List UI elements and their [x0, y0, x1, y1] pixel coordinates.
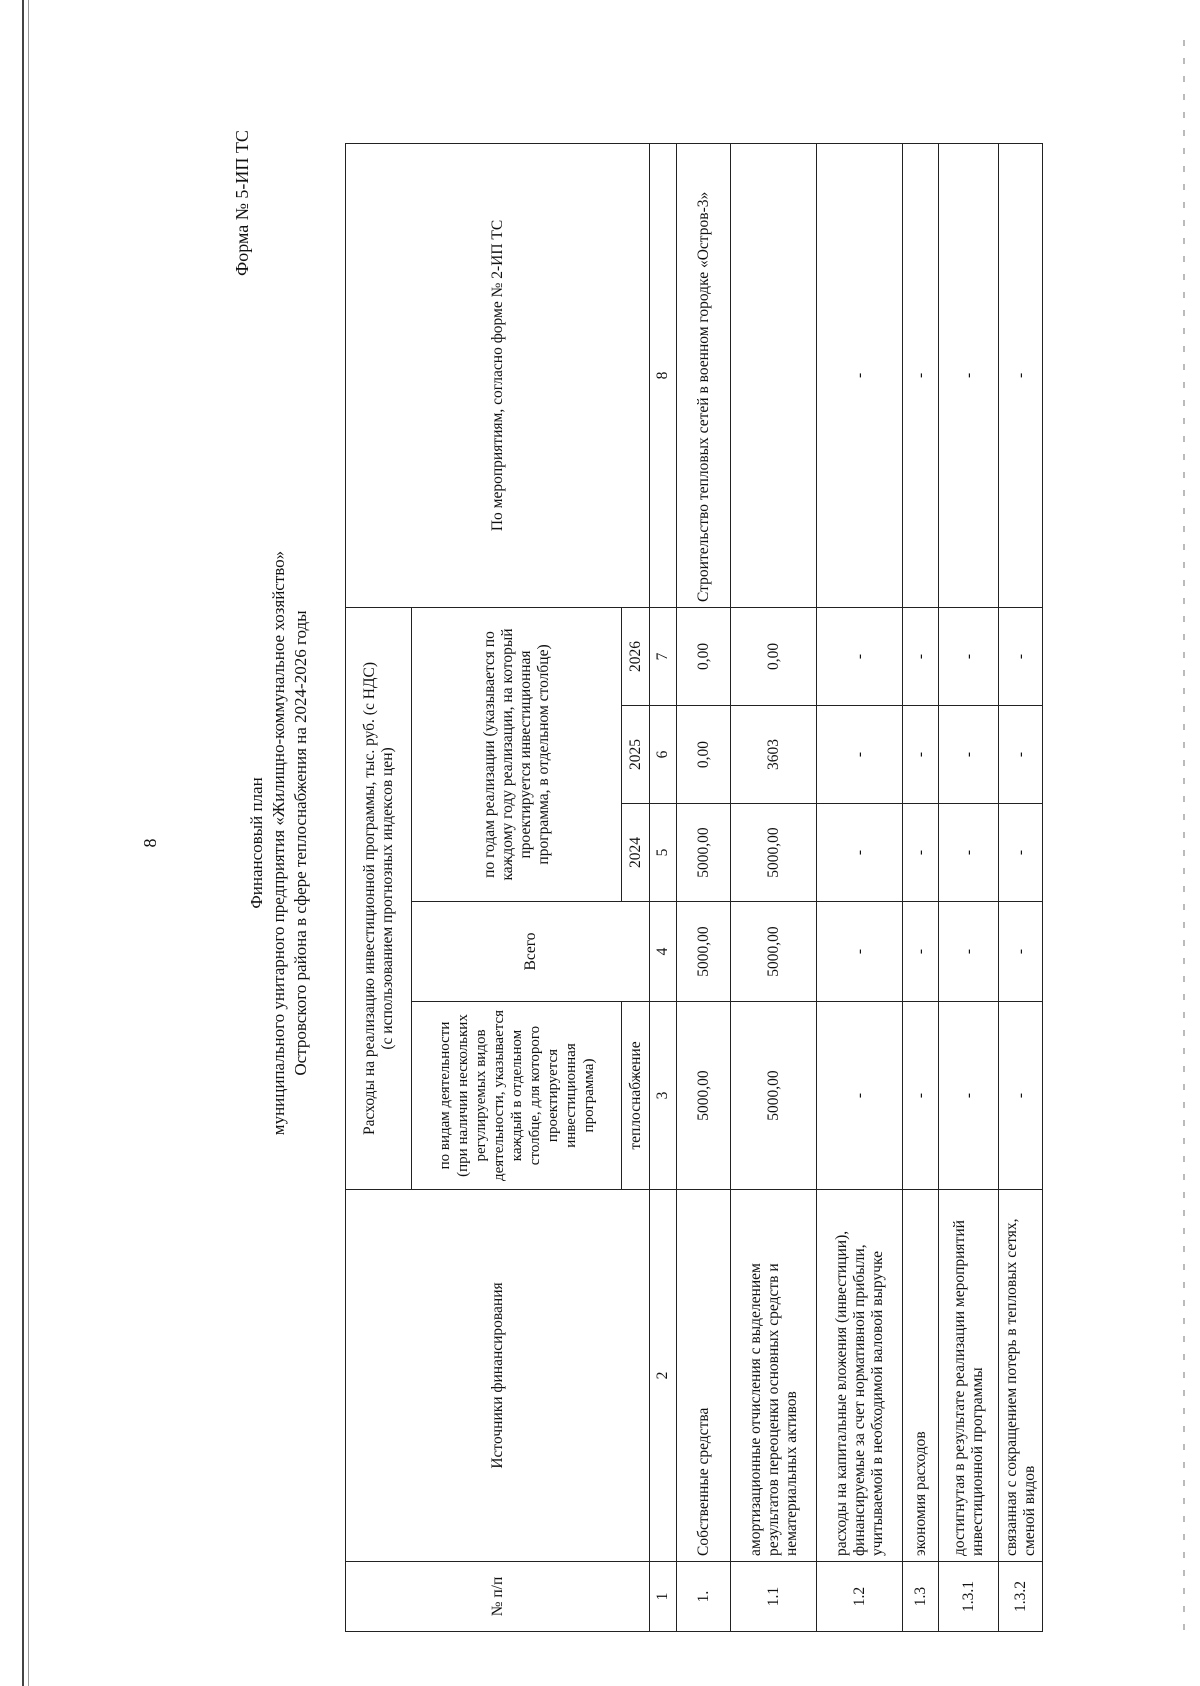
- header-by-year: по годам реализации (указывается по каждому году реализации, на который проектируется инвестиционная программа, в отдельном столбце): [412, 607, 622, 901]
- row-total: -: [903, 902, 939, 1002]
- table-row: [903, 143, 939, 1631]
- header-expenses-title: Расходы на реализацию инвестиционной программы, тыс. руб. (с НДС): [360, 662, 378, 1135]
- header-activity-name: теплоснабжение: [622, 1002, 650, 1190]
- row-2025: -: [817, 706, 903, 804]
- form-label: Форма № 5-ИП ТС: [232, 130, 252, 276]
- table-row: [817, 143, 903, 1631]
- row-measures: -: [817, 143, 903, 607]
- row-activity: -: [817, 1002, 903, 1190]
- row-activity: -: [903, 1002, 939, 1190]
- row-source: достигнутая в результате реализации мероприятий инвестиционной программы: [939, 1190, 999, 1562]
- row-total: 5000,00: [731, 902, 817, 1002]
- row-measures: Строительство тепловых сетей в военном городке «Остров-3»: [677, 143, 731, 607]
- header-expenses-sub: (с использованием прогнозных индексов цен): [378, 747, 396, 1050]
- row-measures: [731, 143, 817, 607]
- row-source: расходы на капитальные вложения (инвестиции), финансируемые за счет нормативной прибыли, учитываемой в необходимой валовой выручке: [817, 1190, 903, 1562]
- table-row: [731, 143, 817, 1631]
- row-measures: -: [939, 143, 999, 607]
- row-2025: 3603: [731, 706, 817, 804]
- index-cell: 7: [650, 607, 677, 705]
- row-num: 1.3: [903, 1562, 939, 1632]
- row-2025: -: [939, 706, 999, 804]
- header-total: Всего: [412, 902, 650, 1002]
- row-measures: -: [903, 143, 939, 607]
- row-total: -: [939, 902, 999, 1002]
- row-2026: 0,00: [731, 607, 817, 705]
- row-activity: -: [939, 1002, 999, 1190]
- row-2026: -: [999, 607, 1043, 705]
- row-measures: -: [999, 143, 1043, 607]
- row-source: связанная с сокращением потерь в тепловых сетях, сменой видов: [999, 1190, 1043, 1562]
- row-2026: -: [939, 607, 999, 705]
- row-num: 1.1: [731, 1562, 817, 1632]
- title-line-2: муниципального унитарного предприятия «Жилищно-коммунальное хозяйство»: [269, 550, 288, 1136]
- row-2024: -: [903, 804, 939, 902]
- financial-plan-table: [345, 143, 1043, 1632]
- row-2026: -: [817, 607, 903, 705]
- row-num: 1.3.1: [939, 1562, 999, 1632]
- page-number: 8: [140, 838, 160, 848]
- row-2026: 0,00: [677, 607, 731, 705]
- title-line-3: Островского района в сфере теплоснабжения на 2024-2026 годы: [291, 610, 310, 1076]
- header-year-2024: 2024: [622, 804, 650, 902]
- row-total: 5000,00: [677, 902, 731, 1002]
- header-source: Источники финансирования: [346, 1190, 650, 1562]
- header-year-2026: 2026: [622, 607, 650, 705]
- row-2024: 5000,00: [677, 804, 731, 902]
- row-2025: -: [999, 706, 1043, 804]
- title-line-1: Финансовый план: [247, 777, 266, 909]
- index-cell: 3: [650, 1002, 677, 1190]
- row-2024: -: [817, 804, 903, 902]
- index-cell: 8: [650, 143, 677, 607]
- row-total: -: [999, 902, 1043, 1002]
- header-by-measures: По мероприятиям, согласно форме № 2-ИП ТС: [346, 143, 650, 607]
- row-num: 1.3.2: [999, 1562, 1043, 1632]
- index-cell: 5: [650, 804, 677, 902]
- table-row: [939, 143, 999, 1631]
- header-year-2025: 2025: [622, 706, 650, 804]
- row-activity: 5000,00: [731, 1002, 817, 1190]
- row-2024: -: [939, 804, 999, 902]
- row-2025: -: [903, 706, 939, 804]
- row-2024: 5000,00: [731, 804, 817, 902]
- row-source: экономия расходов: [903, 1190, 939, 1562]
- index-cell: 2: [650, 1190, 677, 1562]
- row-source: амортизационные отчисления с выделением результатов переоценки основных средств и нематериальных активов: [731, 1190, 817, 1562]
- index-cell: 6: [650, 706, 677, 804]
- column-index-row: [650, 143, 677, 1631]
- table-row: [677, 143, 731, 1631]
- row-num: 1.2: [817, 1562, 903, 1632]
- document-title: [246, 0, 312, 1686]
- row-num: 1.: [677, 1562, 731, 1632]
- header-expenses-group: [346, 607, 412, 1189]
- header-by-activity: по видам деятельности (при наличии нескольких регулируемых видов деятельности, указывается каждый в отдельном столбце, для которого проектируется инвестиционная программа): [412, 1002, 622, 1190]
- row-activity: 5000,00: [677, 1002, 731, 1190]
- header-num: № п/п: [346, 1562, 650, 1632]
- row-2024: -: [999, 804, 1043, 902]
- index-cell: 4: [650, 902, 677, 1002]
- index-cell: 1: [650, 1562, 677, 1632]
- row-source: Собственные средства: [677, 1190, 731, 1562]
- row-total: -: [817, 902, 903, 1002]
- table-row: [999, 143, 1043, 1631]
- row-2025: 0,00: [677, 706, 731, 804]
- row-activity: -: [999, 1002, 1043, 1190]
- row-2026: -: [903, 607, 939, 705]
